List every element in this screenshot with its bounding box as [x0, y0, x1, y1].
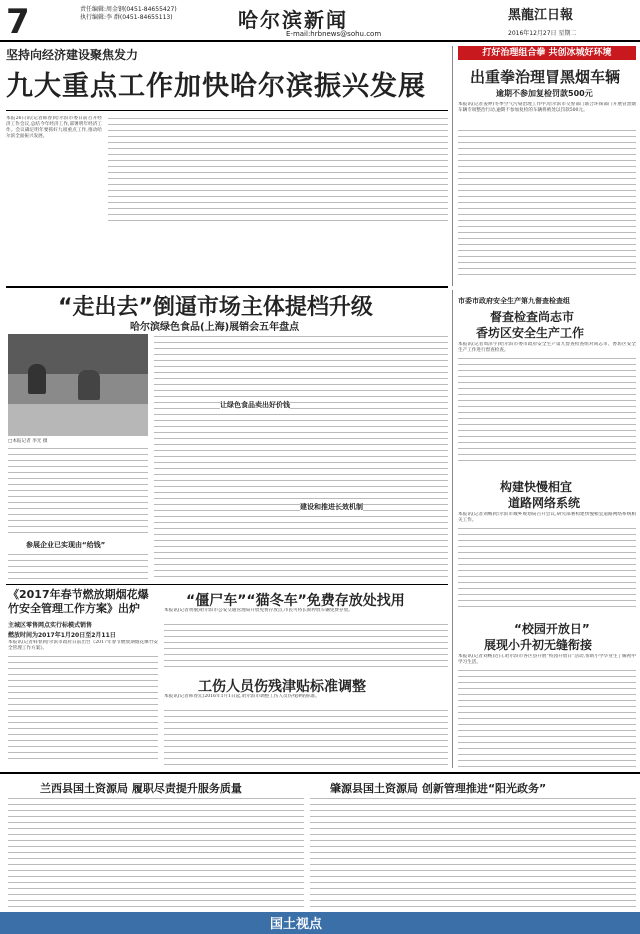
lead-kicker: 坚持向经济建设聚焦发力 [6, 48, 139, 62]
text-columns [164, 708, 448, 768]
campaign-banner: 打好治理组合拳 共创冰城好环境 [458, 46, 636, 60]
date-line: 2016年12月27日 星期二 [508, 30, 577, 37]
divider [6, 110, 448, 111]
zhaoyuan-headline: 肇源县国土资源局 创新管理推进“阳光政务” [330, 782, 547, 795]
middle-sub-section: 参展企业已实现由“给钱” [26, 541, 106, 549]
campus-headline-2: 展现小升初无缝衔接 [484, 638, 593, 652]
person-figure [78, 370, 100, 400]
text-columns [458, 668, 636, 768]
fireworks-headline: 《2017年春节燃放期烟花爆竹安全管理工作方案》出炉 [8, 588, 149, 615]
middle-sub-section: 让绿色食品卖出好价钱 [220, 401, 290, 409]
network-headline: 构建快慢相宜 [500, 480, 573, 494]
network-headline-2: 道路网络系统 [508, 496, 581, 510]
text-columns [458, 356, 636, 466]
photo-caption: □本报记者 李光 摄 [8, 439, 48, 444]
divider [0, 772, 640, 774]
text-columns [8, 552, 148, 580]
injury-body: 本报讯(记者韩春)自2016年1月1日起,哈尔滨市调整工伤人员伤残津贴标准。 [164, 694, 320, 699]
lead-body-placeholder [108, 116, 448, 224]
middle-subhead: 哈尔滨绿色食品(上海)展销会五年盘点 [130, 322, 300, 333]
newspaper-logo: 黑龍江日報 [508, 8, 574, 23]
campus-headline: “校园开放日” [514, 622, 590, 636]
section-email: E-mail:hrbnews@sohu.com [286, 30, 382, 38]
parking-headline: “僵尸车”“猫冬车”免费存放处找用 [186, 593, 405, 609]
column-rule [452, 290, 453, 768]
smoke-headline: 出重拳治理冒黑烟车辆 [470, 68, 621, 86]
footer-tag: 国土视点 [270, 917, 323, 932]
fireworks-subhead-2: 燃放时间为2017年1月20日至2月11日 [8, 632, 116, 639]
inspection-headline: 督查检查尚志市 [490, 310, 575, 324]
inspection-body: 本报讯(记者周泽宇)哈尔滨市委市政府安全生产第九督查检查组对尚志市、香坊区安全生产工作进行督查检查。 [458, 342, 636, 353]
text-columns [164, 622, 448, 668]
parking-body: 本报讯(记者黄丽)哈尔滨市公安交通管理局开放免费存放点,市民可将长期停放车辆免费存放。 [164, 608, 353, 613]
network-body: 本报讯(记者刘畅)哈尔滨市城乡规划局召开会议,研究部署构建快慢相宜道路网络系统相关工作。 [458, 512, 636, 523]
column-rule [452, 46, 453, 286]
injury-headline: 工伤人员伤残津贴标准调整 [198, 679, 366, 695]
text-columns [8, 796, 304, 908]
text-columns [108, 116, 448, 224]
middle-headline: “走出去”倒逼市场主体提档升级 [58, 295, 373, 320]
fireworks-body: 本报讯(记者韩春)哈尔滨市政府日前出台《2017年春节燃放期烟花爆竹安全管理工作方案》。 [8, 640, 158, 651]
smoke-body: 本报讯(记者姜婷)冬季空气污染治理工作中,哈尔滨市交警部门联合环保部门开展冒黑烟车辆专项整治行动,逾期不参加复检的车辆将被处以罚款500元。 [458, 102, 636, 113]
text-columns [8, 446, 148, 536]
text-columns [8, 654, 158, 764]
text-columns [310, 796, 636, 908]
editor-info [80, 6, 177, 22]
page-number: 7 [6, 2, 30, 42]
lead-headline: 九大重点工作加快哈尔滨振兴发展 [6, 71, 426, 102]
lanxi-headline: 兰西县国土资源局 履职尽责提升服务质量 [40, 782, 242, 795]
lead-intro: 本报26日讯(记者韩春)哈尔滨市委日前召开经济工作会议,总结今年经济工作,部署明年经济工作。会议确定明年要抓好九项重点工作,推动哈尔滨全面振兴发展。 [6, 116, 102, 139]
fireworks-subhead: 主城区零售网点实行标模式销售 [8, 622, 93, 629]
market-photo [8, 334, 148, 436]
inspection-kicker: 市委市政府安全生产第九督查检查组 [458, 297, 570, 305]
editor-line: 执行编辑:李 群(0451-84655113) [80, 14, 173, 21]
middle-sub-section: 建设和推进长效机制 [300, 503, 363, 511]
campus-body: 本报讯(记者刘畅)近日,哈尔滨市各区县开展“校园开放日”活动,帮助小学毕业生了解初中学习生活。 [458, 654, 636, 665]
divider [6, 584, 448, 585]
inspection-headline-2: 香坊区安全生产工作 [476, 326, 585, 340]
section-title: 哈尔滨新闻 [238, 8, 348, 32]
display-counter [8, 404, 148, 436]
person-figure [28, 364, 46, 394]
smoke-subhead: 逾期不参加复检罚款500元 [496, 89, 593, 98]
text-columns [154, 334, 448, 580]
divider [6, 286, 448, 288]
editor-line: 责任编辑:周金钢(0451-84655427) [80, 6, 177, 13]
text-columns [458, 526, 636, 612]
text-columns [458, 128, 636, 276]
